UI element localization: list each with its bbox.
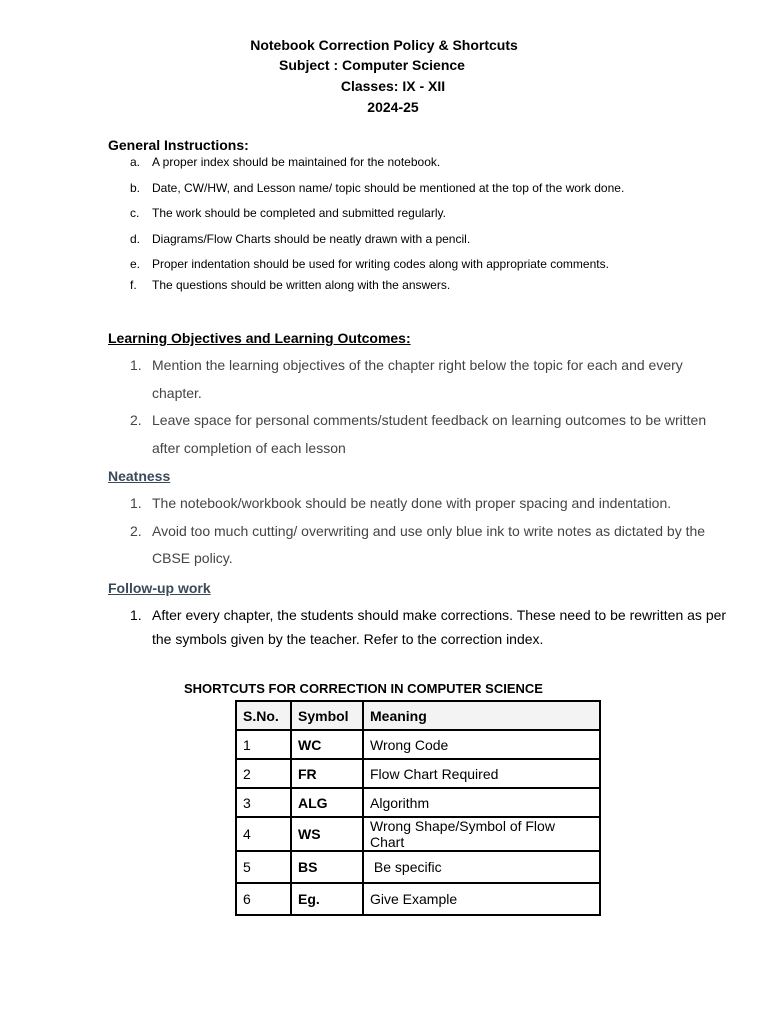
table-row [236,817,600,851]
list-marker: 1. [130,357,142,373]
table-cell: Be specific [363,851,600,883]
table-row [236,759,600,788]
table-cell: Wrong Code [363,730,600,759]
shortcuts-table [235,700,601,916]
list-item [108,352,732,407]
list-item-text: Avoid too much cutting/ overwriting and use only blue ink to write notes as dictated by the CBSE policy. [152,522,706,566]
column-header: Meaning [363,701,600,730]
follow-up-heading: Follow-up work [108,580,211,596]
table-row [236,730,600,759]
table-cell: FR [291,759,363,788]
table-cell: 3 [236,788,291,817]
list-item [108,180,624,206]
table-cell: Flow Chart Required [363,759,600,788]
learning-objectives-list [108,352,732,462]
year-line: 2024-25 [367,99,419,115]
list-item-text: Date, CW/HW, and Lesson name/ topic should be mentioned at the top of the work done. [152,180,625,195]
subject-line: Subject : Computer Science [279,57,465,73]
list-marker: f. [130,278,137,292]
list-item-text: The work should be completed and submitted regularly. [152,206,446,220]
neatness-heading: Neatness [108,468,171,484]
table-row [236,883,600,915]
table-row [236,851,600,883]
list-item-text: The questions should be written along with the answers. [152,278,451,292]
list-item [108,154,624,180]
list-item [108,604,732,651]
list-item-text: A proper index should be maintained for the notebook. [152,155,441,169]
list-item-text: Diagrams/Flow Charts should be neatly drawn with a pencil. [152,231,471,246]
list-item [108,407,732,462]
follow-up-list [108,604,732,651]
general-instructions-heading: General Instructions: [108,137,249,153]
list-item [108,277,624,303]
table-cell: Eg. [291,883,363,915]
table-cell: BS [291,851,363,883]
list-marker: 2. [130,412,142,428]
column-header: Symbol [291,701,363,730]
list-item [108,205,624,231]
list-item-text: Mention the learning objectives of the chapter right below the topic for each and every chapter. [152,357,683,401]
table-cell: 2 [236,759,291,788]
shortcuts-table-title: SHORTCUTS FOR CORRECTION IN COMPUTER SCIENCE [184,681,543,696]
column-header: S.No. [236,701,291,730]
list-marker: a. [130,155,141,169]
table-cell: Give Example [363,883,600,915]
table-row [236,788,600,817]
table-cell: Wrong Shape/Symbol of Flow Chart [363,817,600,851]
list-marker: e. [130,257,141,271]
list-marker: 1. [130,495,142,511]
table-cell: 5 [236,851,291,883]
list-item [108,490,732,518]
list-item [108,231,624,257]
table-cell: 6 [236,883,291,915]
table-header-row [236,701,600,730]
classes-line: Classes: IX - XII [340,78,446,94]
list-item-text: Leave space for personal comments/student feedback on learning outcomes to be written after completion of each lesson [152,412,707,456]
list-marker: c. [130,206,140,220]
list-item-text: After every chapter, the students should make corrections. These need to be rewritten as per the symbols given by the teacher. Refer to the correction index. [152,607,727,647]
document-title: Notebook Correction Policy & Shortcuts [250,37,518,53]
list-marker: d. [130,231,141,246]
list-marker: b. [130,180,141,195]
table-cell: WC [291,730,363,759]
list-marker: 2. [130,522,142,539]
list-item [108,256,624,277]
table-cell: WS [291,817,363,851]
general-instructions-list [108,154,624,303]
list-item-text: The notebook/workbook should be neatly done with proper spacing and indentation. [152,495,672,511]
table-cell: 4 [236,817,291,851]
table-cell: Algorithm [363,788,600,817]
learning-objectives-heading: Learning Objectives and Learning Outcomes: [108,330,411,346]
list-item-text: Proper indentation should be used for writing codes along with appropriate comments. [152,257,609,271]
table-cell: ALG [291,788,363,817]
list-marker: 1. [130,607,142,623]
table-cell: 1 [236,730,291,759]
neatness-list [108,490,732,573]
list-item [108,518,732,573]
